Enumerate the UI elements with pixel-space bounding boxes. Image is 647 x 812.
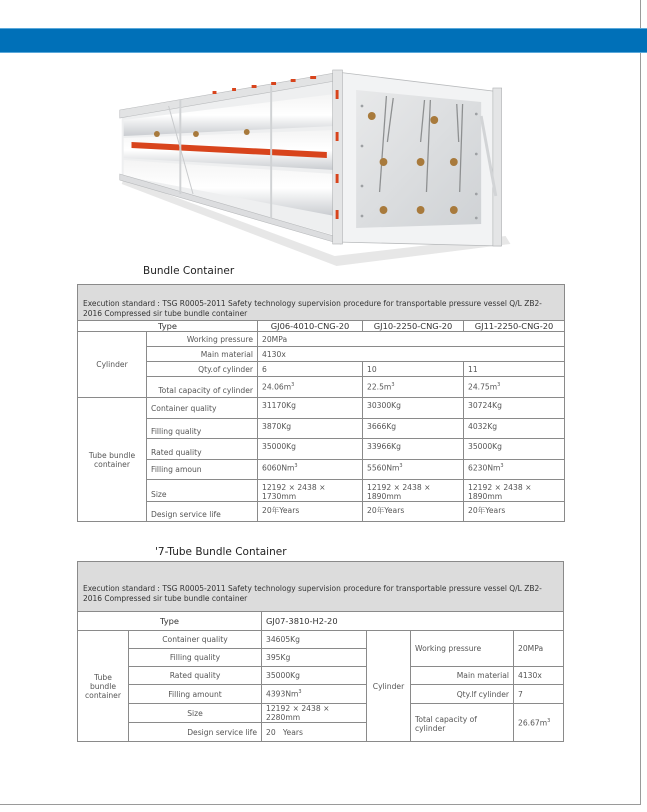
page-border-bottom [0, 804, 641, 805]
section-title-bundle-container: Bundle Container [143, 265, 235, 277]
row-label: Filling amoun [147, 460, 258, 480]
model-header: GJ06-4010-CNG-20 [258, 321, 363, 332]
total-capacity-value: $22.5m^3$ [363, 377, 464, 398]
7-tube-bundle-container-spec-table [77, 561, 564, 742]
filling-amount-value: 4393Nm$^3$ [262, 685, 367, 704]
row-label: Working pressure [147, 332, 258, 347]
filling-amount-value: 6230Nm$^3$ [464, 460, 565, 480]
container-quality-value: 31170Kg [258, 398, 363, 419]
rated-quality-value: 35000Kg [262, 667, 367, 685]
qty-cylinder-value: 7 [514, 685, 564, 704]
qty-cylinder-value: 10 [363, 362, 464, 377]
row-label: Rated quality [147, 439, 258, 460]
filling-quality-value: 4032Kg [464, 419, 565, 439]
service-life-value: 20 Years [262, 723, 367, 742]
row-label: Filling quality [129, 649, 262, 667]
row-label: Size [129, 704, 262, 723]
row-label: Total capacity of cylinder [411, 704, 514, 742]
rated-quality-value: 35000Kg [464, 439, 565, 460]
row-label: Filling quality [147, 419, 258, 439]
filling-amount-value: 6060Nm$^3$ [258, 460, 363, 480]
row-label: Qty.lf cylinder [411, 685, 514, 704]
type-label: Type [78, 612, 262, 631]
cylinder-group-label: Cylinder [367, 631, 411, 742]
model-header: GJ07-3810-H2-20 [262, 612, 564, 631]
section-title-7-tube-bundle-container: '7-Tube Bundle Container [155, 546, 287, 558]
page-border-right [640, 0, 641, 805]
row-label: Design service life [129, 723, 262, 742]
execution-standard: Execution standard : TSG R0005-2011 Safety technology supervision procedure for transportable pressure vessel Q/L ZB2-2016 Compressed sir tube bundle container [78, 562, 564, 612]
row-label: Main material [147, 347, 258, 362]
service-life-value: 20年Years [464, 502, 565, 522]
tube-bundle-group-label: Tube bundle container [78, 631, 129, 742]
size-value: 12192 × 2438 × 2280mm [262, 704, 367, 723]
total-capacity-value: $24.06m^3$ [258, 377, 363, 398]
filling-quality-value: 395Kg [262, 649, 367, 667]
main-material-value: 4130x [514, 667, 564, 685]
rated-quality-value: 33966Kg [363, 439, 464, 460]
container-quality-value: 30724Kg [464, 398, 565, 419]
header-band [0, 28, 647, 53]
working-pressure-value: 20MPa [258, 332, 565, 347]
tube-bundle-container-icon [110, 66, 530, 266]
size-value: 12192 × 2438 × 1730mm [258, 480, 363, 502]
filling-quality-value: 3870Kg [258, 419, 363, 439]
size-value: 12192 × 2438 × 1890mm [363, 480, 464, 502]
row-label: Total capacity of cylinder [147, 377, 258, 398]
container-quality-value: 34605Kg [262, 631, 367, 649]
row-label: Working pressure [411, 631, 514, 667]
main-material-value: 4130x [258, 347, 565, 362]
row-label: Container quality [147, 398, 258, 419]
row-label: Design service life [147, 502, 258, 522]
row-label: Filling amount [129, 685, 262, 704]
qty-cylinder-value: 11 [464, 362, 565, 377]
row-label: Size [147, 480, 258, 502]
total-capacity-value: $26.67m^3$ [514, 704, 564, 742]
filling-quality-value: 3666Kg [363, 419, 464, 439]
filling-amount-value: 5560Nm$^3$ [363, 460, 464, 480]
row-label: Qty.of cylinder [147, 362, 258, 377]
model-header: GJ10-2250-CNG-20 [363, 321, 464, 332]
row-label: Rated quality [129, 667, 262, 685]
type-label: Type [78, 321, 258, 332]
tube-bundle-group-label: Tube bundle container [78, 398, 147, 522]
cylinder-group-label: Cylinder [78, 332, 147, 398]
service-life-value: 20年Years [258, 502, 363, 522]
size-value: 12192 × 2438 × 1890mm [464, 480, 565, 502]
row-label: Container quality [129, 631, 262, 649]
container-photo [110, 66, 530, 266]
service-life-value: 20年Years [363, 502, 464, 522]
execution-standard: Execution standard : TSG R0005-2011 Safety technology supervision procedure for transportable pressure vessel Q/L ZB2-2016 Compressed sir tube bundle container [78, 285, 565, 321]
qty-cylinder-value: 6 [258, 362, 363, 377]
rated-quality-value: 35000Kg [258, 439, 363, 460]
bundle-container-spec-table [77, 284, 565, 522]
working-pressure-value: 20MPa [514, 631, 564, 667]
row-label: Main material [411, 667, 514, 685]
container-quality-value: 30300Kg [363, 398, 464, 419]
model-header: GJ11-2250-CNG-20 [464, 321, 565, 332]
total-capacity-value: $24.75m^3$ [464, 377, 565, 398]
